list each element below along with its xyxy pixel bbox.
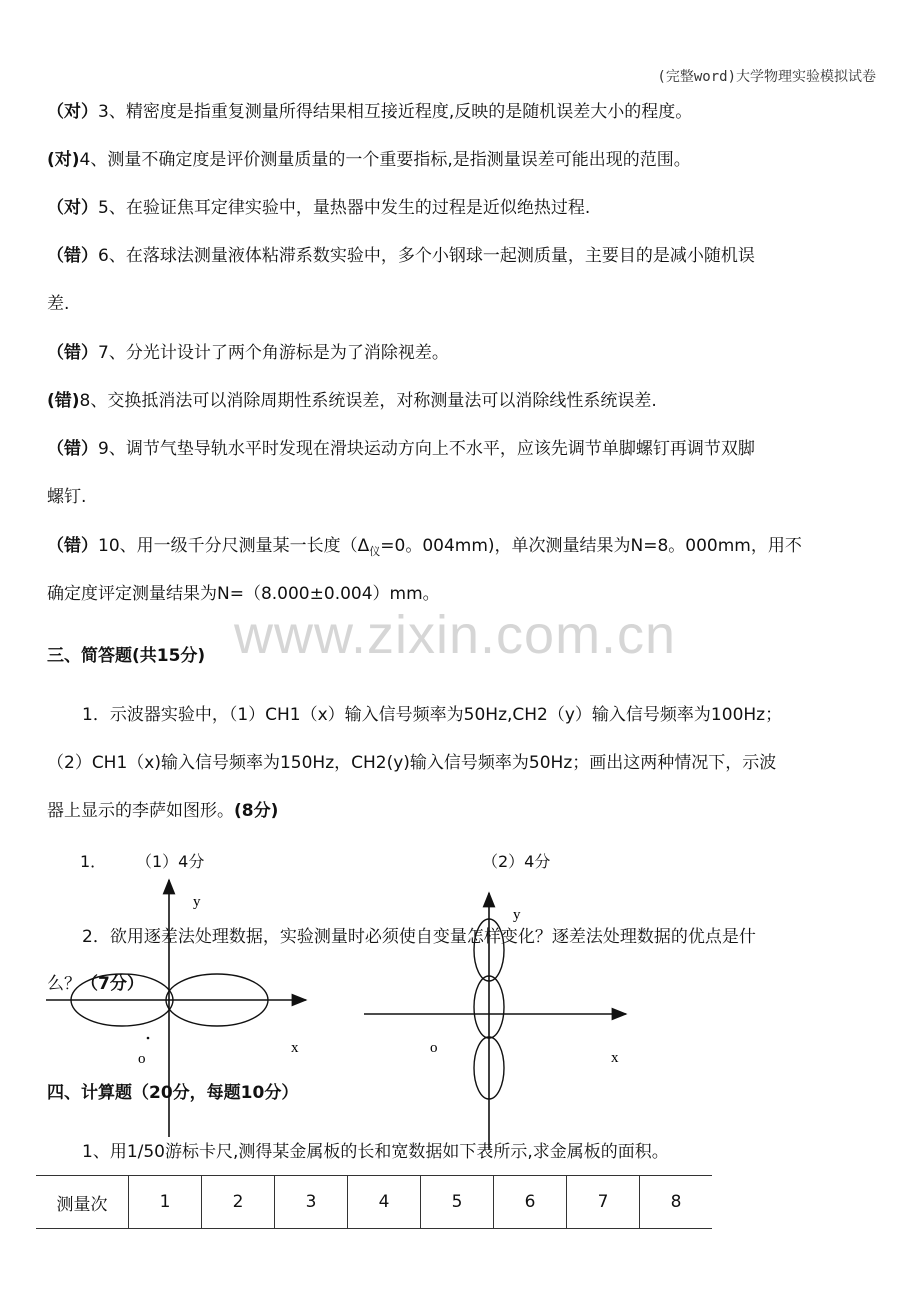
measurement-table: [36, 1175, 712, 1229]
subscript: 仪: [369, 545, 381, 558]
origin-label: o: [138, 1051, 146, 1067]
section-4-title: 四、计算题（20分，每题10分）: [47, 1083, 299, 1103]
table-cell: 6: [494, 1176, 567, 1229]
x-label: x: [291, 1040, 299, 1056]
table-header-cell: 测量次: [36, 1176, 129, 1229]
x-label: x: [611, 1050, 619, 1066]
answer-tag: （错）: [47, 439, 98, 459]
table-row: [36, 1176, 712, 1229]
item-10-continued: 确定度评定测量结果为N=（8.000±0.004）mm。: [47, 584, 440, 604]
y-label: y: [513, 907, 521, 923]
answer-tag: （对）: [47, 102, 98, 122]
table-cell: 5: [421, 1176, 494, 1229]
item-text: 9、调节气垫导轨水平时发现在滑块运动方向上不水平，应该先调节单脚螺钉再调节双脚: [98, 439, 755, 459]
item-text: 4、测量不确定度是评价测量质量的一个重要指标,是指测量误差可能出现的范围。: [79, 150, 691, 170]
table-cell: 1: [129, 1176, 202, 1229]
question-1-points: (8分): [234, 801, 279, 821]
watermark: www.zixin.com.cn: [234, 605, 677, 665]
origin-label: o: [430, 1040, 438, 1056]
item-text: 7、分光计设计了两个角游标是为了消除视差。: [98, 343, 449, 363]
section-3-title: 三、简答题(共15分): [47, 646, 206, 666]
figure-1-label: （1）4分: [136, 852, 205, 871]
question-2-line-1: 2．欲用逐差法处理数据，实验测量时必须使自变量怎样变化？逐差法处理数据的优点是什: [82, 927, 756, 947]
calc-question-1: 1、用1/50游标卡尺,测得某金属板的长和宽数据如下表所示,求金属板的面积。: [82, 1142, 669, 1162]
item-text-part1: 10、用一级千分尺测量某一长度（Δ: [98, 536, 370, 556]
question-1-line-1: 1．示波器实验中，（1）CH1（x）输入信号频率为50Hz,CH2（y）输入信号频率为100Hz；: [82, 705, 783, 725]
question-1-text: 器上显示的李萨如图形。: [47, 801, 234, 821]
document-header: (完整word)大学物理实验模拟试卷: [657, 69, 876, 85]
table-cell: 2: [202, 1176, 275, 1229]
answer-tag: （错）: [47, 246, 98, 266]
table-cell: 7: [567, 1176, 640, 1229]
table-cell: 8: [640, 1176, 713, 1229]
question-1-line-2: （2）CH1（x)输入信号频率为150Hz，CH2(y)输入信号频率为50Hz；画出这两种情况下，示波: [47, 753, 777, 773]
dot: [147, 1037, 150, 1040]
answer-tag: (错): [47, 391, 80, 411]
question-2-line-2: [47, 973, 877, 995]
question-2-points: （7分）: [81, 974, 144, 994]
answer-tag: （错）: [47, 343, 98, 363]
item-text: 6、在落球法测量液体粘滞系数实验中，多个小钢球一起测质量，主要目的是减小随机误: [98, 246, 755, 266]
answer-tag: （对）: [47, 198, 98, 218]
item-text: 8、交换抵消法可以消除周期性系统误差，对称测量法可以消除线性系统误差.: [79, 391, 657, 411]
table-cell: 4: [348, 1176, 421, 1229]
table-cell: 3: [275, 1176, 348, 1229]
answer-tag: （错）: [47, 536, 98, 556]
figure-2-label: （2）4分: [482, 852, 551, 871]
question-2-text: 么？: [47, 974, 81, 994]
y-label: y: [193, 894, 201, 910]
item-text: 5、在验证焦耳定律实验中，量热器中发生的过程是近似绝热过程.: [98, 198, 591, 218]
item-9-continued: 螺钉.: [47, 487, 87, 507]
item-6-continued: 差.: [47, 294, 70, 314]
answer-tag: (对): [47, 150, 80, 170]
item-text-part2: =0。004mm)，单次测量结果为N=8。000mm，用不: [380, 536, 802, 556]
item-text: 3、精密度是指重复测量所得结果相互接近程度,反映的是随机误差大小的程度。: [98, 102, 693, 122]
answer-number: 1．: [80, 852, 107, 871]
